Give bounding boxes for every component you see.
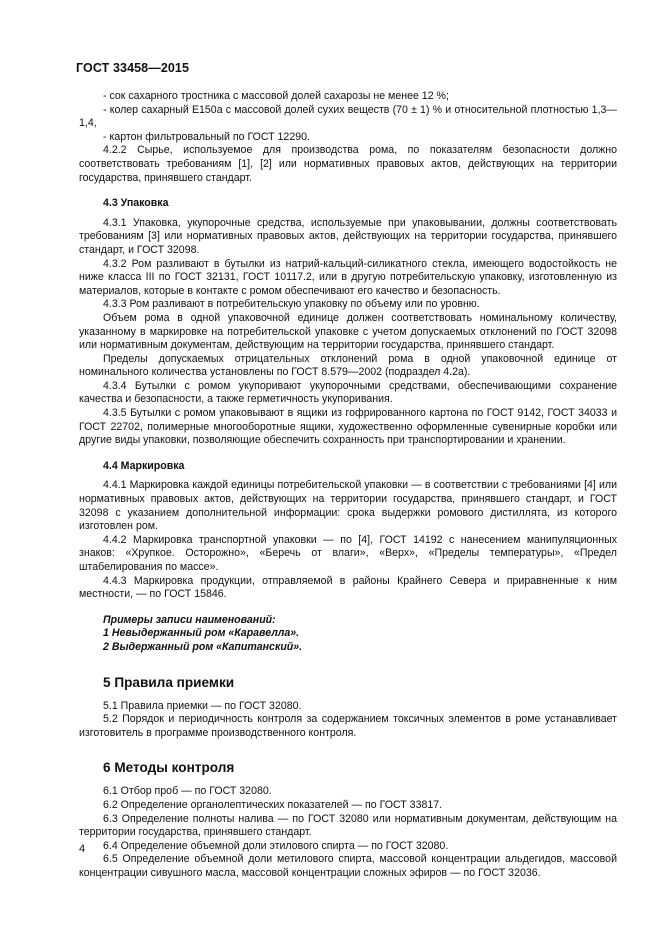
section-heading-5: 5 Правила приемки bbox=[103, 674, 235, 690]
paragraph-4-4-1: 4.4.1 Маркировка каждой единицы потребительской упаковки — в соответствии с требованиями [4] или нормативных правовых актов, действующих на территории государства, принявшего стандарт, и ГОСТ 32098 с указанием дополнительной информации: срока выдержки ромового дистиллята, из которого изготовлен ром. bbox=[79, 479, 617, 533]
paragraph-4-3-3: 4.3.3 Ром разливают в потребительскую упаковку по объему или по уровню. bbox=[103, 298, 480, 311]
paragraph-4-4-3: 4.4.3 Маркировка продукции, отправляемой в районы Крайнего Севера и приравненные к ним местности, — по ГОСТ 15846. bbox=[79, 574, 617, 601]
section-heading-4-4: 4.4 Маркировка bbox=[103, 459, 185, 472]
paragraph-volume: Объем рома в одной упаковочной единице должен соответствовать номинальному количеству, указанному в маркировке на потребительской упаковке с учетом допускаемых отклонений по ГОСТ 32098 или нормативным документам, действующим на территории государства, принявшего стандарт. bbox=[79, 311, 617, 352]
paragraph-6-4: 6.4 Определение объемной доли этилового спирта — по ГОСТ 32080. bbox=[103, 839, 449, 852]
paragraph-4-3-1: 4.3.1 Упаковка, укупорочные средства, используемые при упаковывании, должны соответствовать требованиям [3] или нормативных правовых актов, действующих на территории государства, принявшего стандарт, и ГОСТ 32098. bbox=[79, 216, 617, 256]
paragraph-6-2: 6.2 Определение органолептических показателей — по ГОСТ 33817. bbox=[103, 798, 443, 811]
example-item: 2 Выдержанный ром «Капитанский». bbox=[103, 640, 303, 653]
paragraph-6-3: 6.3 Определение полноты налива — по ГОСТ 32080 или нормативным документам, действующим на территории государства, принявшего стандарт. bbox=[79, 812, 617, 839]
section-heading-6: 6 Методы контроля bbox=[103, 760, 235, 776]
document-header: ГОСТ 33458—2015 bbox=[76, 61, 190, 75]
list-item: - картон фильтровальный по ГОСТ 12290. bbox=[103, 130, 310, 143]
paragraph-5-1: 5.1 Правила приемки — по ГОСТ 32080. bbox=[103, 699, 302, 712]
paragraph-4-3-4: 4.3.4 Бутылки с ромом укупоривают укупорочными средствами, обеспечивающими сохранение качества и безопасности, а также герметичность укупоривания. bbox=[79, 379, 617, 406]
example-item: 1 Невыдержанный ром «Каравелла». bbox=[103, 627, 300, 640]
document-body bbox=[79, 90, 617, 881]
paragraph-5-2: 5.2 Порядок и периодичность контроля за содержанием токсичных элементов в роме устанавливает изготовитель в программе производственного контроля. bbox=[79, 713, 617, 739]
examples-title: Примеры записи наименований: bbox=[103, 613, 276, 626]
examples-block bbox=[79, 614, 617, 655]
paragraph-4-3-5: 4.3.5 Бутылки с ромом упаковывают в ящики из гофрированного картона по ГОСТ 9142, ГОСТ 34033 и ГОСТ 22702, полимерные многооборотные ящики, художественно оформленные сувенирные коробки или другие виды упаковки, позволяющие обеспечить сохранность при транспортировании и хранении. bbox=[79, 407, 617, 447]
paragraph-6-5: 6.5 Определение объемной доли метилового спирта, массовой концентрации альдегидов, массовой концентрации сивушного масла, массовой концентрации сложных эфиров — по ГОСТ 32036. bbox=[79, 853, 617, 879]
paragraph-4-4-2: 4.4.2 Маркировка транспортной упаковки — по [4], ГОСТ 14192 с нанесением манипуляционных знаков: «Хрупкое. Осторожно», «Беречь от влаги», «Верх», «Пределы температуры», «Предел штабелирования по массе». bbox=[79, 533, 617, 573]
section-heading-4-3: 4.3 Упаковка bbox=[103, 197, 169, 210]
paragraph-tolerance: Пределы допускаемых отрицательных отклонений рома в одной упаковочной единице от номинального количества установлены по ГОСТ 8.579—2002 (подраздел 4.2а). bbox=[79, 352, 617, 379]
page-number: 4 bbox=[79, 843, 86, 855]
list-item: - сок сахарного тростника с массовой долей сахарозы не менее 12 %; bbox=[103, 90, 449, 102]
paragraph-4-2-2: 4.2.2 Сырье, используемое для производства рома, по показателям безопасности должно соответствовать требованиям [1], [2] или нормативных правовых актов, действующих на территории государства, принявшего стандарт. bbox=[79, 144, 617, 184]
paragraph-4-3-2: 4.3.2 Ром разливают в бутылки из натрий-кальций-силикатного стекла, имеющего водостойкость не ниже класса III по ГОСТ 32131, ГОСТ 10117.2, или в другую потребительскую упаковку, изготовленную из материалов, которые в контакте с ромом обеспечивают его качество и безопасность. bbox=[79, 257, 617, 297]
paragraph-6-1: 6.1 Отбор проб — по ГОСТ 32080. bbox=[103, 785, 272, 798]
list-item: - колер сахарный Е150а с массовой долей сухих веществ (70 ± 1) % и относительной плотностью 1,3—1,4, bbox=[79, 103, 617, 130]
